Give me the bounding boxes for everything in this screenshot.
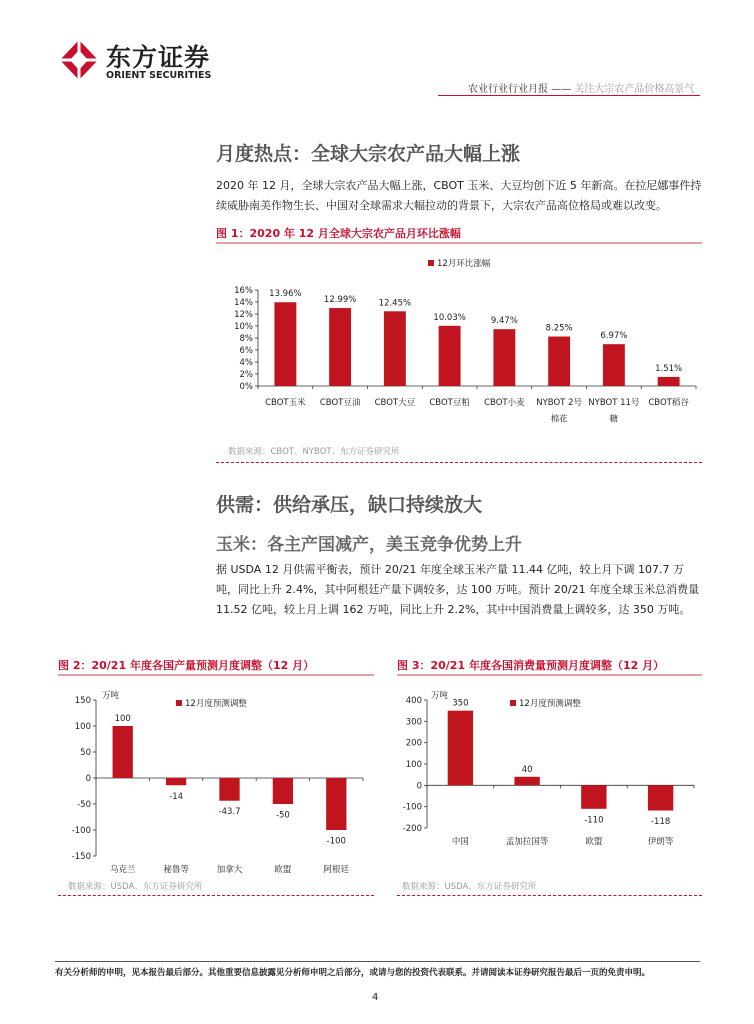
figure1-chart	[216, 248, 706, 438]
orient-securities-logo-icon	[58, 38, 100, 82]
header-separator: ——	[548, 84, 575, 95]
page-number: 4	[372, 992, 379, 1003]
category-label: 欧盟	[585, 837, 603, 847]
bar	[493, 329, 515, 386]
category-label: CBOT大豆	[374, 398, 416, 408]
legend-label: 12月度预测调整	[519, 699, 581, 709]
report-type: 农业行业行业月报	[468, 84, 548, 95]
y-tick-label: 12%	[234, 310, 253, 320]
category-label: CBOT玉米	[265, 398, 306, 408]
bar	[658, 377, 680, 386]
data-label: 100	[114, 714, 131, 724]
logo-text-cn: 东方证券	[106, 43, 211, 72]
data-label: 9.47%	[490, 316, 518, 327]
figure2-rule	[58, 674, 374, 676]
data-label: 12.99%	[323, 295, 357, 306]
section2-paragraph: 据 USDA 12 月供需平衡表，预计 20/21 年度全球玉米产量 11.44 亿吨，较上月下调 107.7 万吨，同比上升 2.4%，其中阿根廷产量下调较多，达 100 万吨。预计 20/21 年度全球玉米总消费量 11.52 亿吨，较上月上调 162 万吨，同比上升 2.2%，其中中国消费量上调较多，达 350 万吨。	[216, 563, 700, 616]
bar	[384, 311, 406, 386]
y-tick-label: 200	[405, 738, 422, 749]
bar	[448, 711, 473, 786]
bar	[219, 778, 239, 801]
figure3-source: 数据来源：USDA、东方证券研究所	[402, 882, 537, 892]
section1-title: 月度热点：全球大宗农产品大幅上涨	[216, 143, 521, 165]
figure3-rule	[397, 674, 702, 676]
header-rule	[438, 95, 700, 96]
figure1-rule	[216, 242, 702, 244]
figure1-source: 数据来源：CBOT、NYBOT、东方证券研究所	[228, 447, 400, 457]
data-label: 40	[521, 764, 533, 775]
y-tick-label: 4%	[239, 358, 253, 368]
category-label: 加拿大	[216, 865, 243, 875]
legend-swatch	[510, 700, 516, 706]
y-tick-label: 14%	[234, 298, 253, 308]
legend-label: 12月度预测调整	[185, 699, 247, 709]
logo-text-en: ORIENT SECURITIES	[106, 70, 212, 81]
y-tick-label: 10%	[234, 322, 253, 332]
bar	[273, 778, 293, 804]
y-tick-label: 0%	[239, 382, 253, 392]
figure3-chart	[397, 684, 703, 876]
y-tick-label: 0	[416, 781, 422, 792]
category-label: 欧盟	[274, 865, 292, 875]
bar	[439, 326, 461, 386]
data-label: -110	[584, 815, 604, 826]
category-label: NYBOT 2号	[536, 398, 582, 408]
category-label: CBOT小麦	[484, 398, 525, 408]
category-label: 秘鲁等	[163, 865, 189, 875]
bar	[648, 785, 673, 810]
bar	[274, 302, 296, 386]
bar	[329, 308, 351, 386]
data-label: -118	[650, 817, 671, 828]
y-tick-label: -50	[77, 800, 91, 810]
figure2-source: 数据来源：USDA、东方证券研究所	[68, 882, 203, 892]
data-label: -14	[169, 791, 184, 802]
data-label: 10.03%	[433, 312, 466, 323]
category-label: 孟加拉国等	[505, 837, 549, 847]
unit-label: 万吨	[431, 691, 449, 701]
category-label: CBOT稻谷	[648, 398, 689, 408]
figure1-bottom-rule	[216, 462, 702, 463]
y-tick-label: 0	[85, 774, 91, 784]
y-tick-label: -150	[71, 852, 91, 862]
y-tick-label: -100	[71, 826, 91, 836]
y-tick-label: 2%	[239, 370, 253, 380]
data-label: 13.96%	[269, 289, 302, 300]
bar	[166, 778, 186, 785]
y-tick-label: 150	[74, 696, 91, 706]
category-label: 乌克兰	[109, 865, 136, 875]
logo	[58, 38, 278, 88]
y-tick-label: 100	[405, 760, 422, 770]
section2-title: 供需：供给承压，缺口持续放大	[216, 494, 483, 516]
figure2-chart	[58, 684, 376, 876]
footer-disclaimer: 有关分析师的申明，见本报告最后部分。其他重要信息披露见分析师申明之后部分，或请与您的投资代表联系。并请阅读本证券研究报告最后一页的免责申明。	[55, 968, 651, 978]
figure2-title: 图 2：20/21 年度各国产量预测月度调整（12 月）	[58, 659, 315, 672]
y-tick-label: -100	[402, 802, 422, 813]
data-label: -50	[275, 810, 290, 821]
bar	[113, 726, 133, 778]
bar	[581, 785, 606, 808]
category-label: 棉花	[550, 414, 568, 425]
bar	[603, 344, 625, 386]
footer-rule	[55, 961, 700, 962]
category-label: 伊朗等	[647, 837, 674, 847]
section2-subtitle: 玉米：各主产国减产，美玉竞争优势上升	[216, 535, 522, 555]
y-tick-label: 8%	[239, 334, 253, 344]
unit-label: 万吨	[102, 691, 120, 701]
data-label: 12.45%	[378, 298, 412, 309]
data-label: -43.7	[218, 807, 241, 818]
category-label: 阿根廷	[323, 865, 350, 875]
data-label: 350	[452, 698, 469, 709]
legend-swatch	[176, 700, 182, 706]
y-tick-label: 16%	[234, 286, 253, 296]
data-label: -100	[326, 836, 346, 847]
data-label: 6.97%	[600, 331, 628, 342]
category-label: CBOT豆粕	[429, 398, 470, 408]
y-tick-label: 300	[405, 717, 422, 728]
y-tick-label: 400	[405, 696, 422, 706]
y-tick-label: 100	[74, 722, 91, 732]
figure3-bottom-rule	[397, 895, 702, 896]
figure3-title: 图 3：20/21 年度各国消费量预测月度调整（12 月）	[397, 659, 665, 672]
y-tick-label: -200	[402, 824, 422, 834]
section1-paragraph: 2020 年 12 月，全球大宗农产品大幅上涨，CBOT 玉米、大豆均创下近 5 年新高。在拉尼娜事件持续威胁南美作物生长、中国对全球需求大幅拉动的背景下，大宗农产品高位格局或难以改变。	[216, 179, 702, 212]
legend-swatch	[428, 260, 434, 266]
report-header	[468, 80, 694, 95]
figure2-bottom-rule	[58, 895, 374, 896]
figure1-title: 图 1：2020 年 12 月全球大宗农产品月环比涨幅	[216, 227, 461, 240]
bar	[514, 777, 539, 786]
bar	[548, 337, 570, 387]
report-subtitle: 关注大宗农产品价格高景气	[574, 84, 695, 95]
category-label: 糖	[609, 414, 619, 425]
y-tick-label: 6%	[239, 346, 253, 356]
category-label: 中国	[451, 837, 469, 847]
category-label: CBOT豆油	[319, 398, 361, 408]
category-label: NYBOT 11号	[588, 398, 640, 408]
bar	[326, 778, 346, 830]
legend-label: 12月环比涨幅	[437, 259, 491, 269]
data-label: 1.51%	[655, 363, 683, 374]
y-tick-label: 50	[80, 748, 91, 758]
data-label: 8.25%	[545, 323, 573, 334]
